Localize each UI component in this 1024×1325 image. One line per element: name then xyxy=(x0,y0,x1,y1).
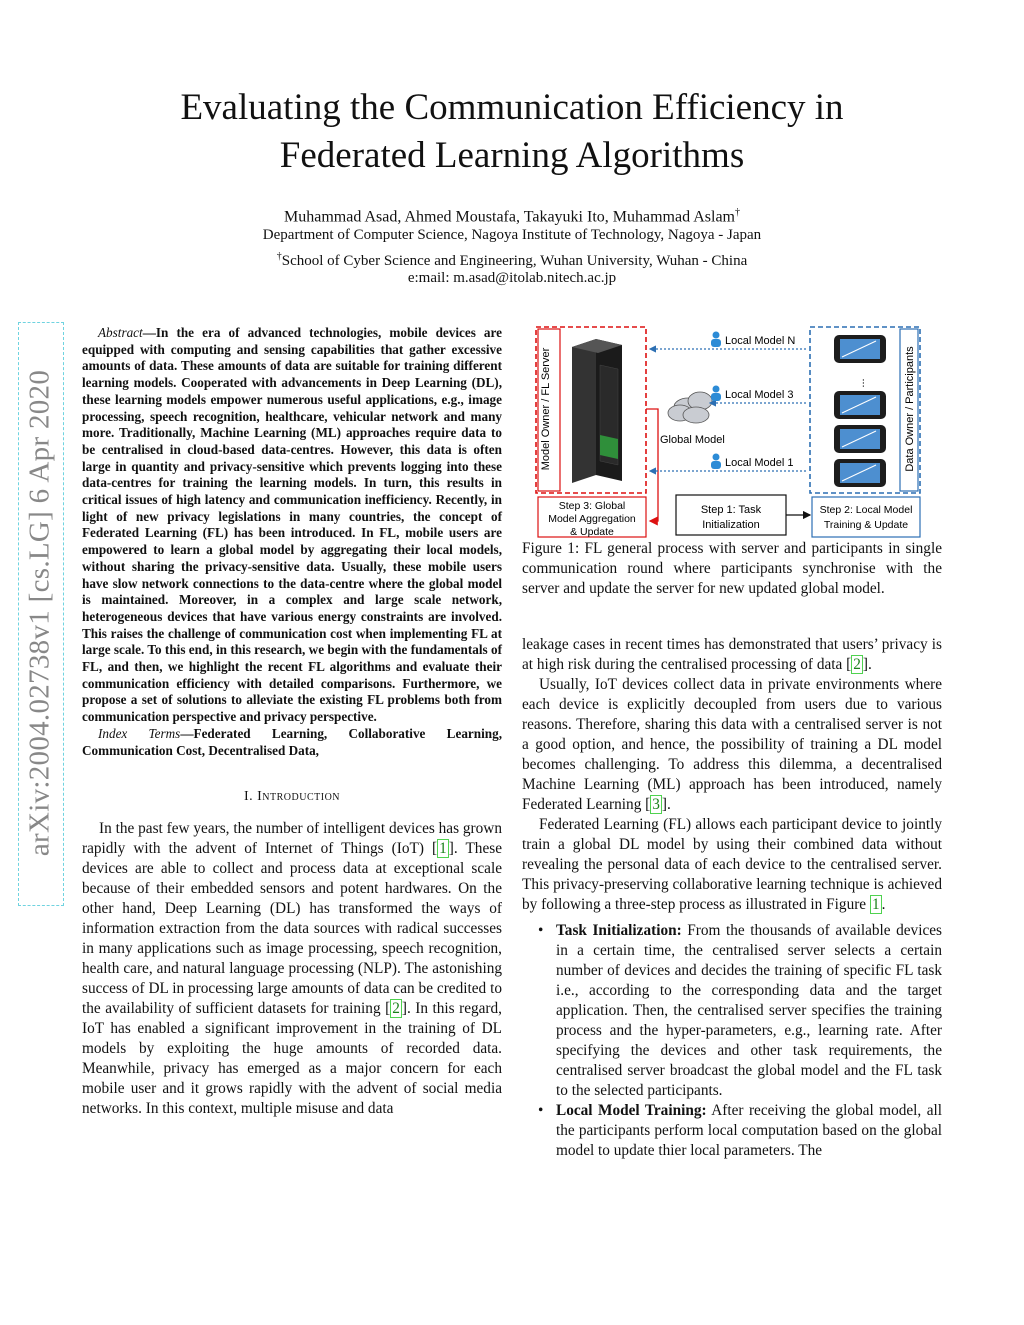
intro-p1-b: ]. These devices are able to collect and process data at exceptional scale because of their embedded sensors and potent hardwares. On the other hand, Deep Learning (DL) has transformed the ways of information extraction from the data sources with radical successes in many applications such as image processing, speech recognition, health care, and natural language processing (NLP). The astonishing success of DL in processing large amounts of data can be credited to the availability of sufficient datasets for training [ xyxy=(82,840,502,1018)
local-model-n-label: Local Model N xyxy=(725,335,796,347)
right-body xyxy=(522,635,942,1161)
step-3-line-3: & Update xyxy=(570,526,614,538)
right-p3-b: . xyxy=(881,896,886,913)
affiliation-2-mark: † xyxy=(276,251,282,262)
step-3-line-1: Step 3: Global xyxy=(558,500,626,512)
index-terms xyxy=(82,726,502,759)
intro-p1-c: ]. In this regard, IoT has enabled a significant improvement in the training of DL models by exploiting the huge amounts of recorded data. Meanwhile, privacy has emerged as a major concern for each mobile user and it grows rapidly with the advent of social media networks. In this context, multiple misuse and data xyxy=(82,1000,503,1118)
right-p1-b: ]. xyxy=(862,656,872,673)
author-mark: † xyxy=(734,207,740,218)
bullet-1-label: Task Initialization: xyxy=(556,922,682,939)
list-item xyxy=(522,921,942,1101)
affiliation-2-text: School of Cyber Science and Engineering, Wuhan University, Wuhan - China xyxy=(281,253,748,269)
step-1-line-2: Initialization xyxy=(702,519,760,531)
aggregation-arrow xyxy=(646,409,658,521)
authors-text: Muhammad Asad, Ahmed Moustafa, Takayuki Ito, Muhammad Aslam xyxy=(284,208,735,226)
author-list xyxy=(0,202,1024,227)
left-column xyxy=(82,325,502,1119)
participants-label: Data Owner / Participants xyxy=(904,346,916,472)
mobile-device-icon xyxy=(834,335,886,487)
citation-link-2[interactable]: 2 xyxy=(392,1000,400,1018)
ellipsis: ... xyxy=(855,378,867,388)
user-icon xyxy=(711,332,721,470)
paper-title xyxy=(0,84,1024,180)
citation-link-1[interactable]: 1 xyxy=(439,840,447,858)
bullet-2-text: After receiving the global model, all the participants perform local computation based on the global model to update thier local parameters. The xyxy=(556,1102,942,1159)
global-model-label: Global Model xyxy=(660,434,725,446)
local-model-1-label: Local Model 1 xyxy=(725,457,794,469)
right-p2-a: Usually, IoT devices collect data in private environments where each device is explicitly decoupled from users due to various reasons. Therefore, sharing this data with a centralised server is not a good option, and hence, the possibility of training a DL model becomes challenging. To address this dilemma, a decentralised Machine Learning (ML) approach has been introduced, namely Federated Learning [ xyxy=(522,676,942,813)
section-heading-introduction: I. Introduction xyxy=(243,789,341,805)
abstract xyxy=(82,325,502,726)
abstract-label: Abstract xyxy=(98,325,143,340)
global-model-cloud-icon xyxy=(668,392,712,423)
step-2-line-2: Training & Update xyxy=(823,519,909,531)
figure-1-diagram xyxy=(534,325,926,539)
bullet-1-text: From the thousands of available devices in a certain time, the centralised server selects a certain number of devices and decides the training of specific FL task i.e., according to the corresponding data and the target application. Then, the centralised server specifies the training process and the hyper-parameters, e.g., learning rate. After specifying the devices and other task requirements, the centralised server broadcast the global model and the FL task to the selected participants. xyxy=(556,922,942,1099)
right-p3-a: Federated Learning (FL) allows each participant device to jointly train a global DL model by using their combined data without revealing the personal data of each device to the centralised server. This privacy-preserving collaborative learning technique is achieved by following a three-step process as illustrated in Figure xyxy=(522,816,942,913)
step-2-line-1: Step 2: Local Model xyxy=(819,504,913,516)
figure-1-caption: Figure 1: FL general process with server and participants in single communication round where participants synchronise with the server and update the server for new updated global model. xyxy=(522,540,942,597)
index-terms-label: Index Terms xyxy=(98,725,181,741)
abstract-text: —In the era of advanced technologies, mobile devices are equipped with computing and sensing capabilities that gather excessive amounts of data. These amounts of data are suitable for training different learning models. Cooperated with advancements in Deep Learning (DL), these learning models empower numerous useful applications, e.g., image processing, speech recognition, healthcare, vehicular network and many more. Traditionally, Machine Learning (ML) approaches require data to be centralised in cloud-based data-centres. However, this data is often large in quantity and privacy-sensitive which prevents logging into these data-centres for training the learning models. In turn, this results in critical issues of high latency and communication inefficiency. Recently, in light of new privacy legislations in many countries, the concept of Federated Learning (FL) has been introduced. In FL, mobile users are empowered to learn a global model by aggregating their local models, without sharing the privacy-sensitive data. Usually, these mobile users have slow network connections to the data-centre where the global model is maintained. Moreover, in a complex and large scale network, heterogeneous devices that have various energy constraints are involved. This raises the challenge of communication cost when implementing FL at large scale. To this end, in this research, we begin with the fundamentals of FL, and then, we highlight the recent FL algorithms and evaluate their communication efficiency with detailed comparisons. Furthermore, we propose a set of solutions to alleviate the existing FL problems both from communication perspective and privacy perspective. xyxy=(82,325,502,725)
right-p1-a: leakage cases in recent times has demonstrated that users’ privacy is at high risk during the centralised processing of data [ xyxy=(522,636,942,673)
index-terms-text: —Federated Learning, Collaborative Learning, Communication Cost, Decentralised Data, xyxy=(82,725,502,758)
intro-body xyxy=(82,819,502,1119)
citation-link-3[interactable]: 3 xyxy=(652,796,660,813)
step-3-line-2: Model Aggregation xyxy=(548,513,636,525)
email: e:mail: m.asad@itolab.nitech.ac.jp xyxy=(407,270,617,286)
right-p2-b: ]. xyxy=(661,796,671,813)
affiliation-1: Department of Computer Science, Nagoya Institute of Technology, Nagoya - Japan xyxy=(262,227,762,243)
citation-link-2b[interactable]: 2 xyxy=(853,656,861,673)
title-line-2: Federated Learning Algorithms xyxy=(279,135,745,176)
list-item xyxy=(522,1101,942,1161)
server-rack-icon xyxy=(572,339,622,483)
step-2-box xyxy=(812,497,920,537)
local-model-3-label: Local Model 3 xyxy=(725,389,794,401)
figure-1-link[interactable]: 1 xyxy=(871,896,880,913)
intro-p1-a: In the past few years, the number of intelligent devices has grown rapidly with the advent of Internet of Things (IoT) [ xyxy=(82,820,502,858)
arxiv-id[interactable]: arXiv:2004.02738v1 [cs.LG] 6 Apr 2020 xyxy=(23,369,56,857)
steps-list xyxy=(522,921,942,1161)
server-label: Model Owner / FL Server xyxy=(540,347,552,471)
bullet-2-label: Local Model Training: xyxy=(556,1102,707,1119)
step-1-line-1: Step 1: Task xyxy=(700,504,762,516)
title-line-1: Evaluating the Communication Efficiency in xyxy=(180,87,844,128)
